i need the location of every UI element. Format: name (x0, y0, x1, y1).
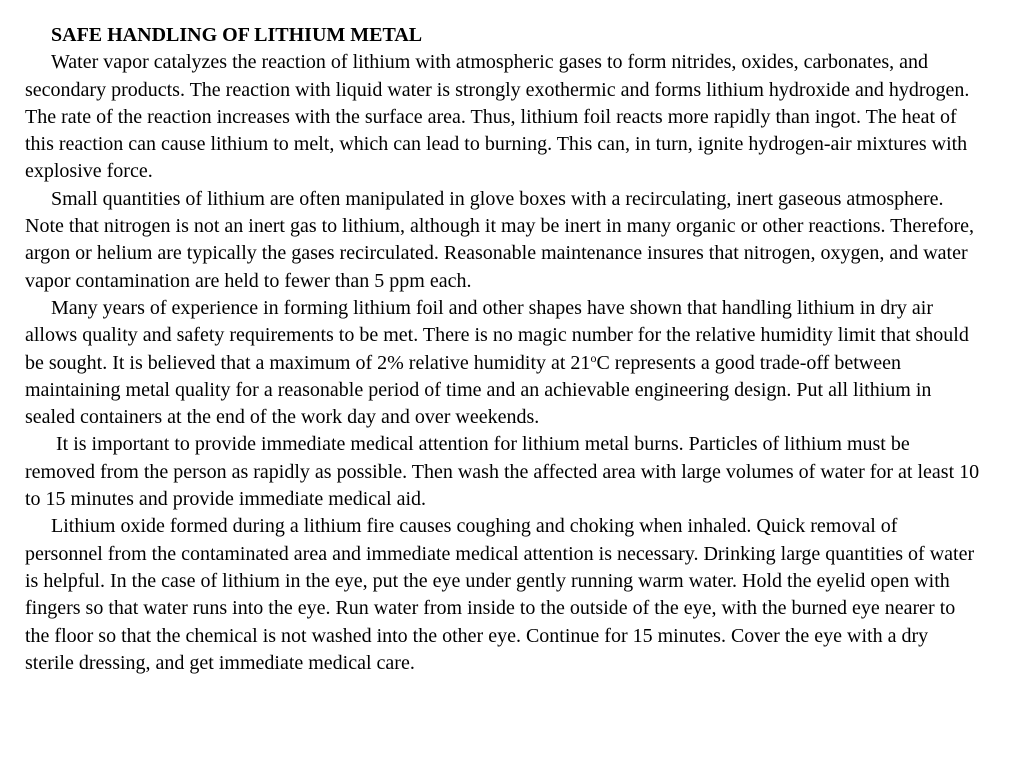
document-title: SAFE HANDLING OF LITHIUM METAL (51, 24, 423, 46)
paragraph-glove-boxes: Small quantities of lithium are often manipulated in glove boxes with a recirculating, inert gaseous atmosphere. Note that nitrogen is not an inert gas to lithium, although it may be inert in many organic or other reactions. Therefore, argon or helium are typically the gases recirculated. Reasonable maintenance insures that nitrogen, oxygen, and water vapor contamination are held to fewer than 5 ppm each. (25, 187, 975, 292)
degree-superscript: o (590, 350, 597, 365)
paragraph-medical-attention: It is important to provide immediate medical attention for lithium metal burns. Particles of lithium must be removed from the person as rapidly as possible. Then wash the affected area with large volumes of water for at least 10 to 15 minutes and provide immediate medical aid. (25, 433, 980, 511)
paragraph-dry-air-text-end: C represents a good trade-off between maintaining metal quality for a reasonable period of time and an achievable engineering design. Put all lithium in sealed containers at the end of the work day and over weekends. (25, 351, 932, 429)
paragraph-dry-air (25, 295, 980, 431)
paragraph-lithium-oxide: Lithium oxide formed during a lithium fire causes coughing and choking when inhaled. Quick removal of personnel from the contaminated area and immediate medical attention is necessary. Drinking large quantities of water is helpful. In the case of lithium in the eye, put the eye under gently running warm water. Hold the eyelid open with fingers so that water runs into the eye. Run water from inside to the outside of the eye, with the burned eye nearer to the floor so that the chemical is not washed into the other eye. Continue for 15 minutes. Cover the eye with a dry sterile dressing, and get immediate medical care. (25, 515, 975, 674)
paragraph-dry-air-text-start: Many years of experience in forming lithium foil and other shapes have shown that handling lithium in dry air allows quality and safety requirements to be met. There is no magic number for the relative humidity limit that should be sought. It is believed that a maximum of 2% relative humidity at 21 (25, 296, 969, 374)
paragraph-water-vapor: Water vapor catalyzes the reaction of lithium with atmospheric gases to form nitrides, oxides, carbonates, and secondary products. The reaction with liquid water is strongly exothermic and forms lithium hydroxide and hydrogen. The rate of the reaction increases with the surface area. Thus, lithium foil reacts more rapidly than ingot. The heat of this reaction can cause lithium to melt, which can lead to burning. This can, in turn, ignite hydrogen-air mixtures with explosive force. (25, 51, 970, 183)
